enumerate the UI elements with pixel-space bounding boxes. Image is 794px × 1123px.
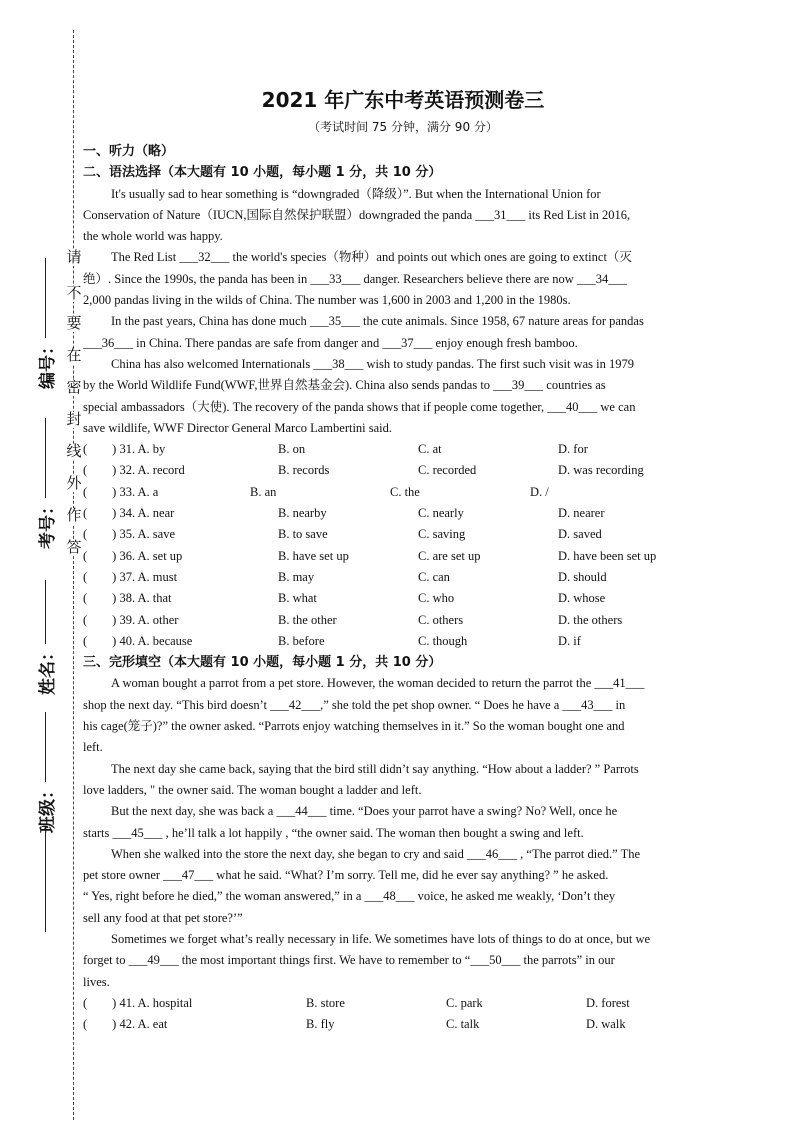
passage-line: save wildlife, WWF Director General Marco Lambertini said. — [83, 420, 393, 435]
question-row[interactable]: ( ) 41. A. hospital B. store C. park D. forest — [83, 995, 630, 1010]
question-row[interactable]: ( ) 34. A. near B. nearby C. nearly D. nearer — [83, 506, 605, 521]
passage-line: pet store owner ___47___ what he said. “What? I’m sorry. Tell me, did he ever say anything? ” he asked. — [83, 868, 609, 883]
seal-char: 外 — [66, 476, 82, 492]
seal-char: 作 — [66, 508, 82, 524]
passage-line: sell any food at that pet store?’” — [83, 910, 243, 925]
question-row[interactable]: ( ) 32. A. record B. records C. recorded D. was recording — [83, 463, 644, 478]
question-row[interactable]: ( ) 31. A. by B. on C. at D. for — [83, 442, 588, 457]
passage-line: In the past years, China has done much ___35___ the cute animals. Since 1958, 67 nature areas for pandas — [111, 314, 644, 329]
passage-line: A woman bought a parrot from a pet store. However, the woman decided to return the parrot the ___41___ — [111, 676, 645, 691]
seal-char: 密 — [66, 380, 82, 396]
name-field[interactable] — [28, 580, 62, 694]
exam-body — [83, 141, 723, 1035]
passage-line: The Red List ___32___ the world's species（物种）and points out which ones are going to extinct（灭 — [111, 250, 632, 265]
seal-char: 要 — [66, 316, 82, 332]
passage-line: left. — [83, 740, 103, 755]
id-number-field[interactable] — [28, 258, 62, 388]
seal-char: 答 — [66, 540, 82, 556]
page-title: 2021 年广东中考英语预测卷三 — [261, 88, 545, 112]
seal-char: 请 — [66, 250, 82, 266]
section-grammar-heading: 二、语法选择（本大题有 10 小题，每小题 1 分，共 10 分） — [83, 165, 442, 181]
class-label: 班级： — [37, 781, 57, 833]
passage-line: When she walked into the store the next day, she began to cry and said ___46___ , “The parrot died.” The — [111, 846, 641, 861]
exam-number-field[interactable] — [28, 418, 62, 548]
seal-char: 不 — [66, 286, 82, 302]
question-row[interactable]: ( ) 39. A. other B. the other C. others D. the others — [83, 612, 623, 627]
id-number-label: 编号： — [37, 337, 57, 389]
passage-line: 绝）. Since the 1990s, the panda has been in ___33___ danger. Researchers believe there are now ___34___ — [83, 271, 627, 286]
exam-info: （考试时间 75 分钟，满分 90 分） — [308, 120, 498, 134]
passage-line: lives. — [83, 974, 110, 989]
question-row[interactable]: ( ) 40. A. because B. before C. though D. if — [83, 633, 581, 648]
seal-char: 线 — [66, 444, 82, 460]
section-cloze-heading: 三、完形填空（本大题有 10 小题，每小题 1 分，共 10 分） — [83, 655, 442, 671]
seal-char: 封 — [66, 412, 82, 428]
question-row[interactable]: ( ) 36. A. set up B. have set up C. are set up D. have been set up — [83, 548, 657, 563]
question-row[interactable]: ( ) 37. A. must B. may C. can D. should — [83, 569, 607, 584]
name-label: 姓名： — [37, 643, 57, 695]
question-row[interactable]: ( ) 33. A. a B. an C. the D. / — [83, 484, 549, 499]
question-row[interactable]: ( ) 38. A. that B. what C. who D. whose — [83, 591, 606, 606]
passage-line: China has also welcomed Internationals ___38___ wish to study pandas. The first such visit was in 1979 — [111, 356, 634, 371]
passage-line: But the next day, she was back a ___44___ time. “Does your parrot have a swing? No? Well, once he — [111, 804, 618, 819]
passage-line: shop the next day. “This bird doesn’t ___42___,” she told the pet shop owner. “ Does he have a ___43___ in — [83, 697, 626, 712]
exam-number-label: 考号： — [37, 497, 57, 549]
passage-line: starts ___45___ , he’ll talk a lot happily , “the owner said. The woman then bought a swing and left. — [83, 825, 584, 840]
passage-line: special ambassadors（大使). The recovery of the panda shows that if people come together, ___40___ we can — [83, 399, 636, 414]
passage-line: Sometimes we forget what’s really necessary in life. We sometimes have lots of things to do at once, but we — [111, 931, 651, 946]
passage-line: ___36___ in China. There pandas are safe from danger and ___37___ enjoy enough fresh bamboo. — [83, 335, 578, 350]
question-row[interactable]: ( ) 35. A. save B. to save C. saving D. saved — [83, 527, 602, 542]
passage-line: The next day she came back, saying that the bird still didn’t say anything. “How about a ladder? ” Parrots — [111, 761, 639, 776]
passage-line: forget to ___49___ the most important things first. We have to remember to “___50___ the parrots” in our — [83, 953, 615, 968]
passage-line: the whole world was happy. — [83, 229, 223, 244]
seal-dash-line — [73, 30, 74, 1120]
passage-line: his cage(笼子)?” the owner asked. “Parrots enjoy watching themselves in it.” So the woman bought one and — [83, 719, 625, 734]
passage-line: love ladders, " the owner said. The woman bought a ladder and left. — [83, 782, 422, 797]
passage-line: It's usually sad to hear something is “downgraded（降级）”. But when the International Union for — [111, 186, 601, 201]
question-row[interactable]: ( ) 42. A. eat B. fly C. talk D. walk — [83, 1017, 626, 1032]
passage-line: Conservation of Nature（IUCN,国际自然保护联盟）downgraded the panda ___31___ its Red List in 2016, — [83, 207, 631, 222]
seal-char: 在 — [66, 348, 82, 364]
passage-line: 2,000 pandas living in the wilds of China. The number was 1,600 in 2003 and 1,200 in the 1980s. — [83, 293, 571, 308]
section-listening-heading: 一、听力（略） — [83, 144, 175, 159]
passage-line: by the World Wildlife Fund(WWF,世界自然基金会). China also sends pandas to ___39___ countries as — [83, 378, 606, 393]
passage-line: “ Yes, right before he died,” the woman answered,” in a ___48___ voice, he asked me weakly, ‘Don’t they — [83, 889, 616, 904]
class-field[interactable] — [28, 712, 62, 932]
